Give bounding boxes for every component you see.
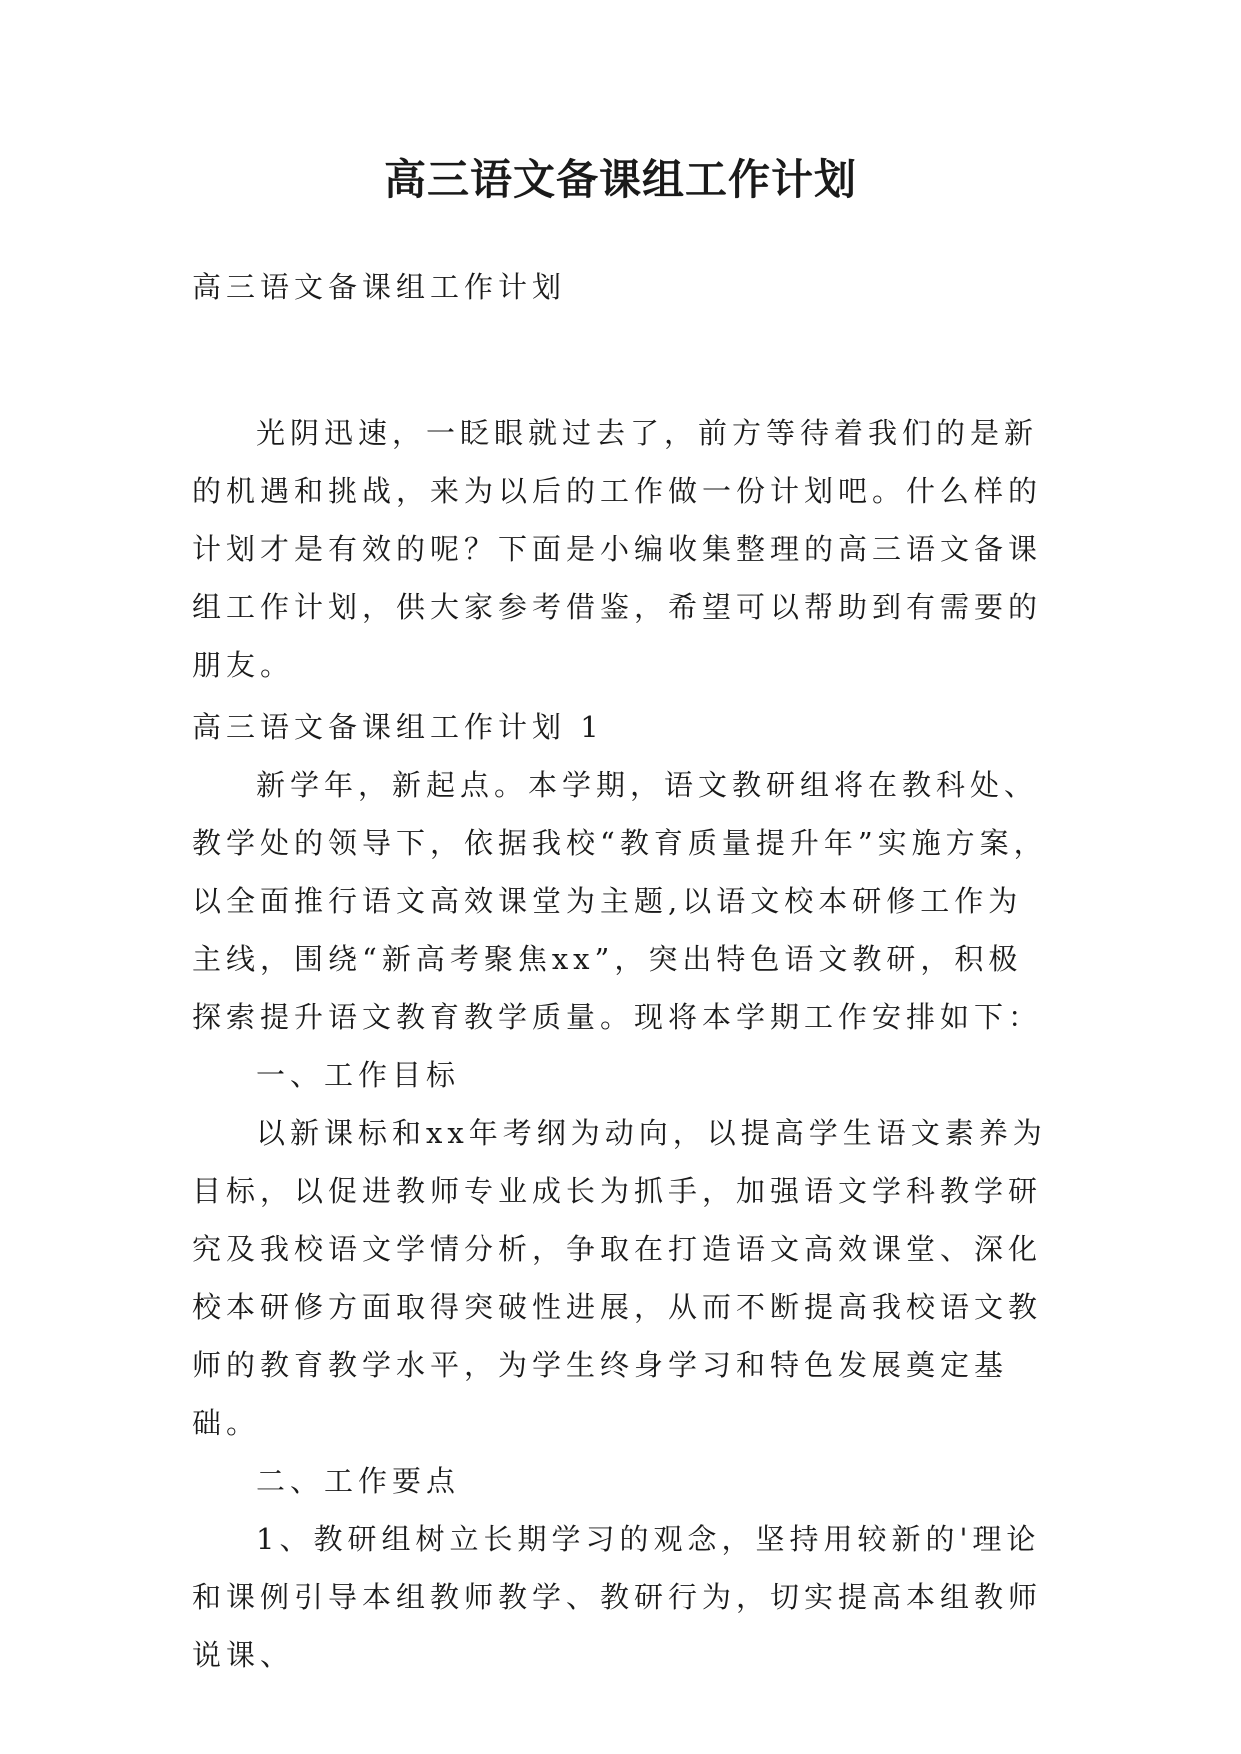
section-2-heading: 二、工作要点 (256, 1464, 461, 1498)
intro-paragraph: 光阴迅速，一眨眼就过去了，前方等待着我们的是新的机遇和挑战，来为以后的工作做一份计划吧。什么样的计划才是有效的呢？下面是小编收集整理的高三语文备课组工作计划，供大家参考借鉴，希望可以帮助到有需要的朋友。 (192, 416, 1043, 682)
section-1-paragraph: 以新课标和xx年考纲为动向，以提高学生语文素养为目标，以促进教师专业成长为抓手，加强语文学科教学研究及我校语文学情分析，争取在打造语文高效课堂、深化校本研修方面取得突破性进展，从而不断提高我校语文教师的教育教学水平，为学生终身学习和特色发展奠定基础。 (192, 1116, 1047, 1440)
plan-1-paragraph: 新学年，新起点。本学期，语文教研组将在教科处、教学处的领导下，依据我校“教育质量提升年”实施方案，以全面推行语文高效课堂为主题,以语文校本研修工作为主线，围绕“新高考聚焦xx”，突出特色语文教研，积极探索提升语文教育教学质量。现将本学期工作安排如下： (192, 768, 1048, 1034)
section-2-item-1: 1、教研组树立长期学习的观念，坚持用较新的'理论和课例引导本组教师教学、教研行为，切实提高本组教师说课、 (192, 1522, 1043, 1672)
document-title: 高三语文备课组工作计划 (383, 155, 857, 204)
document-subtitle: 高三语文备课组工作计划 (192, 270, 567, 304)
plan-1-heading: 高三语文备课组工作计划 1 (192, 710, 604, 744)
plan-1-section (192, 698, 1052, 1684)
section-1-heading: 一、工作目标 (256, 1058, 461, 1092)
